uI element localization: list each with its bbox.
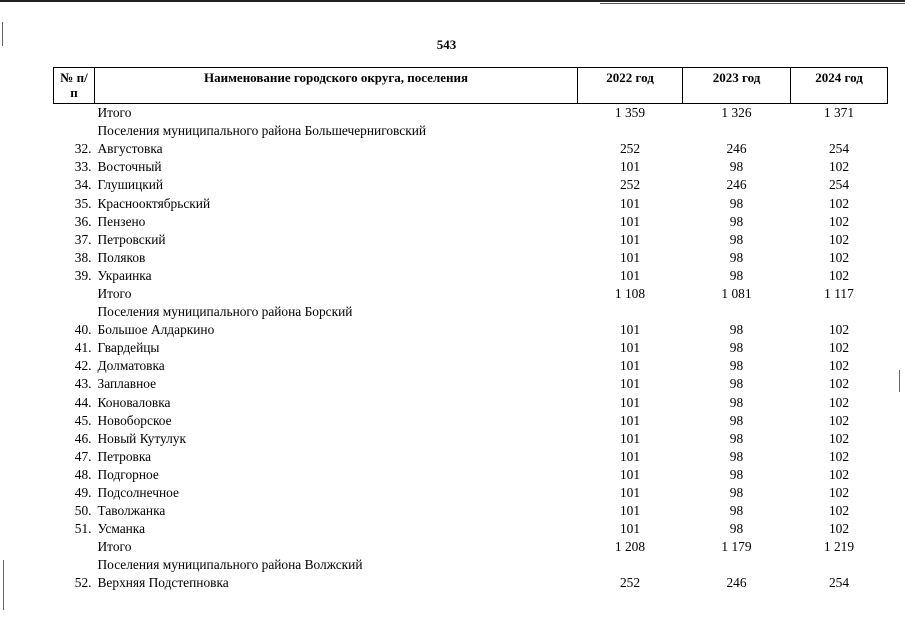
row-value-2024: 102 xyxy=(828,503,850,519)
row-number xyxy=(54,303,95,321)
row-value-2023: 1 326 xyxy=(721,105,752,121)
row-value-2023: 98 xyxy=(729,249,744,265)
row-name: Верхняя Подстепновка xyxy=(97,575,229,591)
row-value-2023: 246 xyxy=(726,575,747,591)
row-number: 38. xyxy=(74,249,92,265)
row-value-2022 xyxy=(578,556,683,574)
row-value-2024 xyxy=(791,556,888,574)
row-value-2022 xyxy=(578,122,683,140)
row-value-2024: 102 xyxy=(828,267,850,283)
row-number: 35. xyxy=(74,195,92,211)
row-number: 33. xyxy=(74,159,92,175)
row-number: 46. xyxy=(74,430,92,446)
row-name: Итого xyxy=(97,285,132,301)
row-name: Коноваловка xyxy=(97,394,171,410)
row-number: 49. xyxy=(74,485,92,501)
row-name: Долматовка xyxy=(97,358,165,374)
row-number: 42. xyxy=(74,358,92,374)
table-row xyxy=(54,231,888,249)
row-value-2023: 1 179 xyxy=(721,539,752,555)
table-row xyxy=(54,484,888,502)
top-border-line xyxy=(0,0,905,2)
row-value-2023: 98 xyxy=(729,394,744,410)
row-name: Августовка xyxy=(97,141,163,157)
row-name: Петровский xyxy=(97,231,166,247)
row-name: Глушицкий xyxy=(97,177,164,193)
table-row xyxy=(54,357,888,375)
table-row xyxy=(54,321,888,339)
row-value-2023: 98 xyxy=(729,448,744,464)
row-value-2022: 101 xyxy=(619,267,641,283)
row-value-2024: 102 xyxy=(828,340,850,356)
row-value-2023: 98 xyxy=(729,267,744,283)
row-name: Усманка xyxy=(97,521,146,537)
row-number xyxy=(54,104,95,123)
row-value-2022: 101 xyxy=(619,358,641,374)
table-row xyxy=(54,375,888,393)
row-value-2023 xyxy=(683,556,791,574)
table-row xyxy=(54,249,888,267)
row-value-2022: 101 xyxy=(619,340,641,356)
row-value-2024: 254 xyxy=(828,575,850,591)
table-row xyxy=(54,122,888,140)
row-value-2022: 1 359 xyxy=(614,105,646,121)
row-value-2023: 1 081 xyxy=(721,285,752,301)
table-row xyxy=(54,158,888,176)
table-row xyxy=(54,430,888,448)
row-number: 41. xyxy=(74,340,92,356)
row-value-2024 xyxy=(791,122,888,140)
row-number: 47. xyxy=(74,448,92,464)
row-value-2023: 98 xyxy=(729,412,744,428)
table-row xyxy=(54,303,888,321)
row-number xyxy=(54,122,95,140)
row-value-2024: 1 219 xyxy=(823,539,855,555)
row-value-2024: 102 xyxy=(828,430,850,446)
row-number: 37. xyxy=(74,231,92,247)
row-name: Поляков xyxy=(97,249,146,265)
row-number: 36. xyxy=(74,213,92,229)
row-name: Поселения муниципального района Борский xyxy=(97,304,353,320)
table-row xyxy=(54,574,888,592)
table-row xyxy=(54,213,888,231)
row-number xyxy=(54,285,95,303)
row-value-2022: 252 xyxy=(619,575,641,591)
row-value-2022: 101 xyxy=(619,376,641,392)
row-number xyxy=(54,538,95,556)
row-number: 39. xyxy=(74,267,92,283)
row-value-2024: 254 xyxy=(828,141,850,157)
row-name: Подгорное xyxy=(97,466,159,482)
row-value-2022: 101 xyxy=(619,231,641,247)
table-row xyxy=(54,285,888,303)
top-border-line-secondary xyxy=(600,3,905,4)
row-name: Украинка xyxy=(97,267,152,283)
row-value-2023: 98 xyxy=(729,503,744,519)
row-value-2023: 98 xyxy=(729,159,744,175)
row-value-2022: 252 xyxy=(619,177,641,193)
row-name: Пензено xyxy=(97,213,146,229)
row-value-2023 xyxy=(683,303,791,321)
row-value-2023: 98 xyxy=(729,358,744,374)
row-number xyxy=(54,556,95,574)
row-name: Итого xyxy=(97,105,132,121)
row-value-2024: 102 xyxy=(828,195,850,211)
row-name: Итого xyxy=(97,539,132,555)
row-value-2024: 102 xyxy=(828,231,850,247)
row-value-2023: 98 xyxy=(729,322,744,338)
row-number: 43. xyxy=(74,376,92,392)
row-value-2023: 98 xyxy=(729,195,744,211)
table-row xyxy=(54,267,888,285)
row-value-2023: 246 xyxy=(726,177,747,193)
table-row xyxy=(54,466,888,484)
row-value-2022: 101 xyxy=(619,521,641,537)
page-number: 543 xyxy=(436,37,457,52)
row-value-2024: 102 xyxy=(828,322,850,338)
row-name: Петровка xyxy=(97,448,152,464)
row-value-2024: 254 xyxy=(828,177,850,193)
row-number: 32. xyxy=(74,141,92,157)
row-value-2022: 101 xyxy=(619,159,641,175)
row-number: 34. xyxy=(74,177,92,193)
row-value-2022: 1 208 xyxy=(614,539,646,555)
row-number: 52. xyxy=(74,575,92,591)
row-value-2022: 101 xyxy=(619,485,641,501)
row-number: 44. xyxy=(74,394,92,410)
row-value-2022: 101 xyxy=(619,430,641,446)
row-value-2024: 102 xyxy=(828,376,850,392)
row-value-2024: 102 xyxy=(828,358,850,374)
row-value-2024: 102 xyxy=(828,466,850,482)
table-row xyxy=(54,140,888,158)
row-value-2022: 101 xyxy=(619,412,641,428)
row-value-2022: 1 108 xyxy=(614,285,646,301)
row-value-2022: 101 xyxy=(619,195,641,211)
row-value-2023: 98 xyxy=(729,466,744,482)
table-row xyxy=(54,502,888,520)
row-value-2024: 102 xyxy=(828,394,850,410)
row-name: Новоборское xyxy=(97,412,172,428)
scan-edge-mark xyxy=(899,370,900,392)
table-row xyxy=(54,176,888,194)
row-value-2024: 102 xyxy=(828,213,850,229)
row-value-2022: 101 xyxy=(619,322,641,338)
row-value-2022: 252 xyxy=(619,141,641,157)
row-value-2022: 101 xyxy=(619,503,641,519)
row-name: Поселения муниципального района Большечерниговский xyxy=(97,123,427,139)
table-header-row xyxy=(54,68,888,104)
row-number: 51. xyxy=(74,521,92,537)
table-row xyxy=(54,339,888,357)
row-name: Заплавное xyxy=(97,376,157,392)
table-body xyxy=(54,104,888,593)
row-value-2023: 98 xyxy=(729,376,744,392)
row-value-2024: 102 xyxy=(828,448,850,464)
table-row xyxy=(54,412,888,430)
table-row xyxy=(54,556,888,574)
scan-edge-mark xyxy=(3,560,4,610)
row-name: Большое Алдаркино xyxy=(97,322,215,338)
table-row xyxy=(54,104,888,123)
row-name: Краснооктябрьский xyxy=(97,195,211,211)
row-name: Новый Кутулук xyxy=(97,430,186,446)
table-row xyxy=(54,194,888,212)
row-value-2023: 98 xyxy=(729,521,744,537)
row-number: 48. xyxy=(74,466,92,482)
row-value-2023: 246 xyxy=(726,141,747,157)
row-value-2024: 1 117 xyxy=(824,285,854,301)
header-year-2023: 2023 год xyxy=(683,68,791,104)
table-row xyxy=(54,520,888,538)
row-value-2024: 102 xyxy=(828,249,850,265)
row-name: Восточный xyxy=(97,159,162,175)
table-row xyxy=(54,448,888,466)
row-value-2022: 101 xyxy=(619,249,641,265)
row-value-2022 xyxy=(578,303,683,321)
row-value-2023 xyxy=(683,122,791,140)
row-value-2024: 102 xyxy=(828,159,850,175)
row-value-2023: 98 xyxy=(729,485,744,501)
row-value-2022: 101 xyxy=(619,213,641,229)
row-value-2023: 98 xyxy=(729,231,744,247)
row-number: 50. xyxy=(74,503,92,519)
row-value-2023: 98 xyxy=(729,430,744,446)
header-name: Наименование городского округа, поселения xyxy=(95,68,578,104)
header-year-2022: 2022 год xyxy=(578,68,683,104)
row-value-2024: 1 371 xyxy=(823,105,855,121)
row-name: Гвардейцы xyxy=(97,340,160,356)
row-name: Таволжанка xyxy=(97,503,166,519)
row-number: 40. xyxy=(74,322,92,338)
row-value-2022: 101 xyxy=(619,466,641,482)
row-value-2022: 101 xyxy=(619,394,641,410)
header-year-2024: 2024 год xyxy=(791,68,888,104)
row-number: 45. xyxy=(74,412,92,428)
row-name: Поселения муниципального района Волжский xyxy=(97,557,363,573)
header-num: № п/п xyxy=(54,68,95,104)
settlements-table xyxy=(53,67,888,593)
row-value-2022: 101 xyxy=(619,448,641,464)
table-row xyxy=(54,538,888,556)
row-value-2024 xyxy=(791,303,888,321)
row-value-2024: 102 xyxy=(828,485,850,501)
row-value-2024: 102 xyxy=(828,521,850,537)
table-row xyxy=(54,394,888,412)
row-value-2023: 98 xyxy=(729,213,744,229)
row-name: Подсолнечное xyxy=(97,485,179,501)
row-value-2023: 98 xyxy=(729,340,744,356)
row-value-2024: 102 xyxy=(828,412,850,428)
